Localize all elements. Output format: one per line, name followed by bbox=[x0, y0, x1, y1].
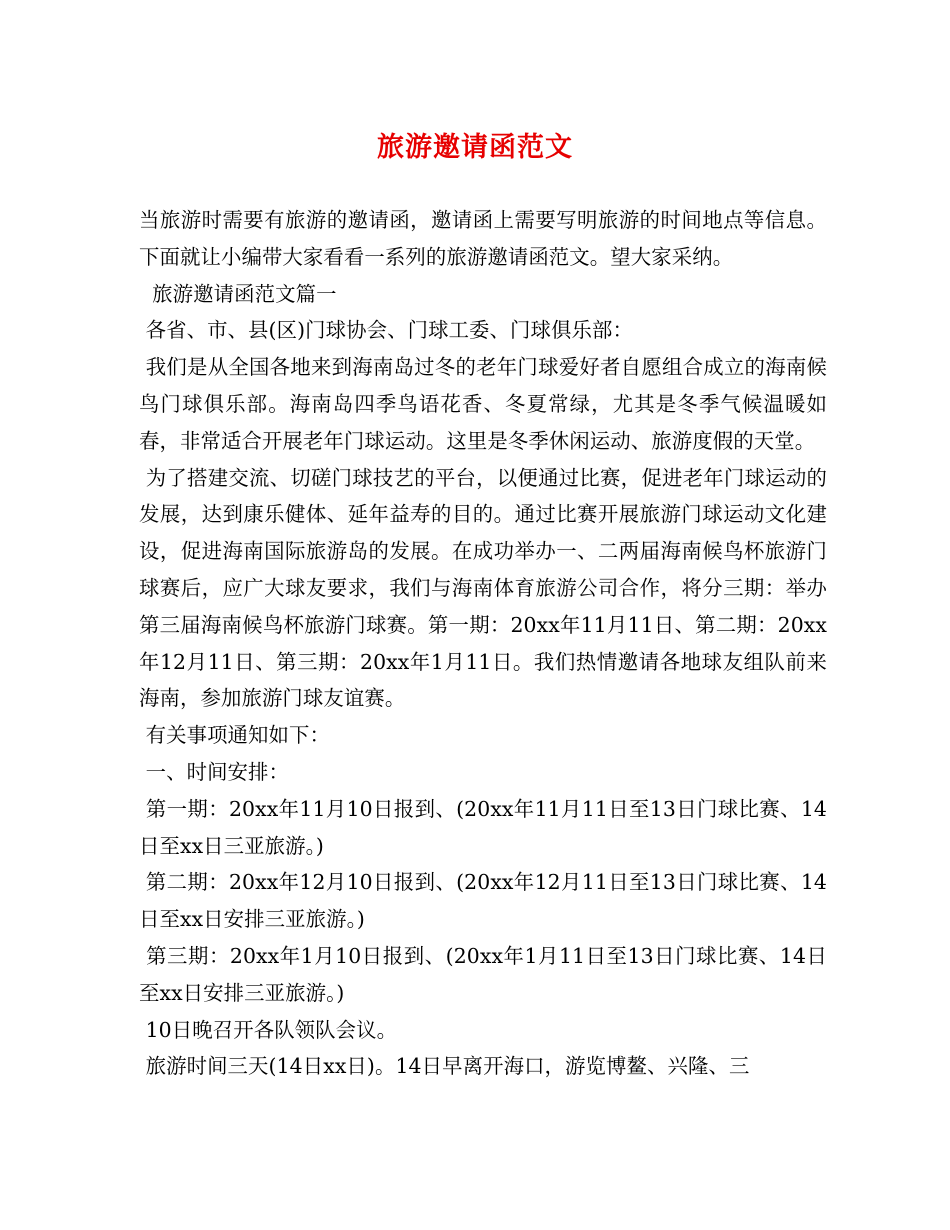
salutation: 各省、市、县(区)门球协会、门球工委、门球俱乐部： bbox=[139, 318, 633, 343]
schedule-item: 第一期：20xx年11月10日报到、(20xx年11月11日至13日门球比赛、14日至xx日三亚旅游。) bbox=[139, 796, 827, 858]
section-heading: 旅游邀请函范文篇一 bbox=[139, 281, 337, 306]
body-paragraph: 我们是从全国各地来到海南岛过冬的老年门球爱好者自愿组合成立的海南候鸟门球俱乐部。海南岛四季鸟语花香、冬夏常绿，尤其是冬季气候温暖如春，非常适合开展老年门球运动。这里是冬季休闲运动、旅游度假的天堂。 bbox=[139, 355, 827, 453]
document-title: 旅游邀请函范文 bbox=[377, 132, 573, 163]
notice-line: 有关事项通知如下： bbox=[139, 723, 331, 748]
travel-note: 旅游时间三天(14日xx日)。14日早离开海口，游览博鳌、兴隆、三 bbox=[139, 1054, 750, 1079]
intro-paragraph: 当旅游时需要有旅游的邀请函，邀请函上需要写明旅游的时间地点等信息。下面就让小编带大家看看一系列的旅游邀请函范文。望大家采纳。 bbox=[139, 208, 827, 269]
meeting-note: 10日晚召开各队领队会议。 bbox=[139, 1017, 398, 1042]
schedule-item: 第二期：20xx年12月10日报到、(20xx年12月11日至13日门球比赛、14日至xx日安排三亚旅游。) bbox=[139, 870, 827, 932]
body-paragraph: 为了搭建交流、切磋门球技艺的平台，以便通过比赛，促进老年门球运动的发展，达到康乐健体、延年益寿的目的。通过比赛开展旅游门球运动文化建设，促进海南国际旅游岛的发展。在成功举办一、二两届海南候鸟杯旅游门球赛后，应广大球友要求，我们与海南体育旅游公司合作，将分三期：举办第三届海南候鸟杯旅游门球赛。第一期：20xx年11月11日、第二期：20xx年12月11日、第三期：20xx年1月11日。我们热情邀请各地球友组队前来海南，参加旅游门球友谊赛。 bbox=[139, 465, 827, 711]
schedule-item: 第三期：20xx年1月10日报到、(20xx年1月11日至13日门球比赛、14日至xx日安排三亚旅游。) bbox=[139, 943, 827, 1005]
document-body bbox=[139, 202, 827, 1085]
list-heading: 一、时间安排： bbox=[139, 759, 290, 784]
